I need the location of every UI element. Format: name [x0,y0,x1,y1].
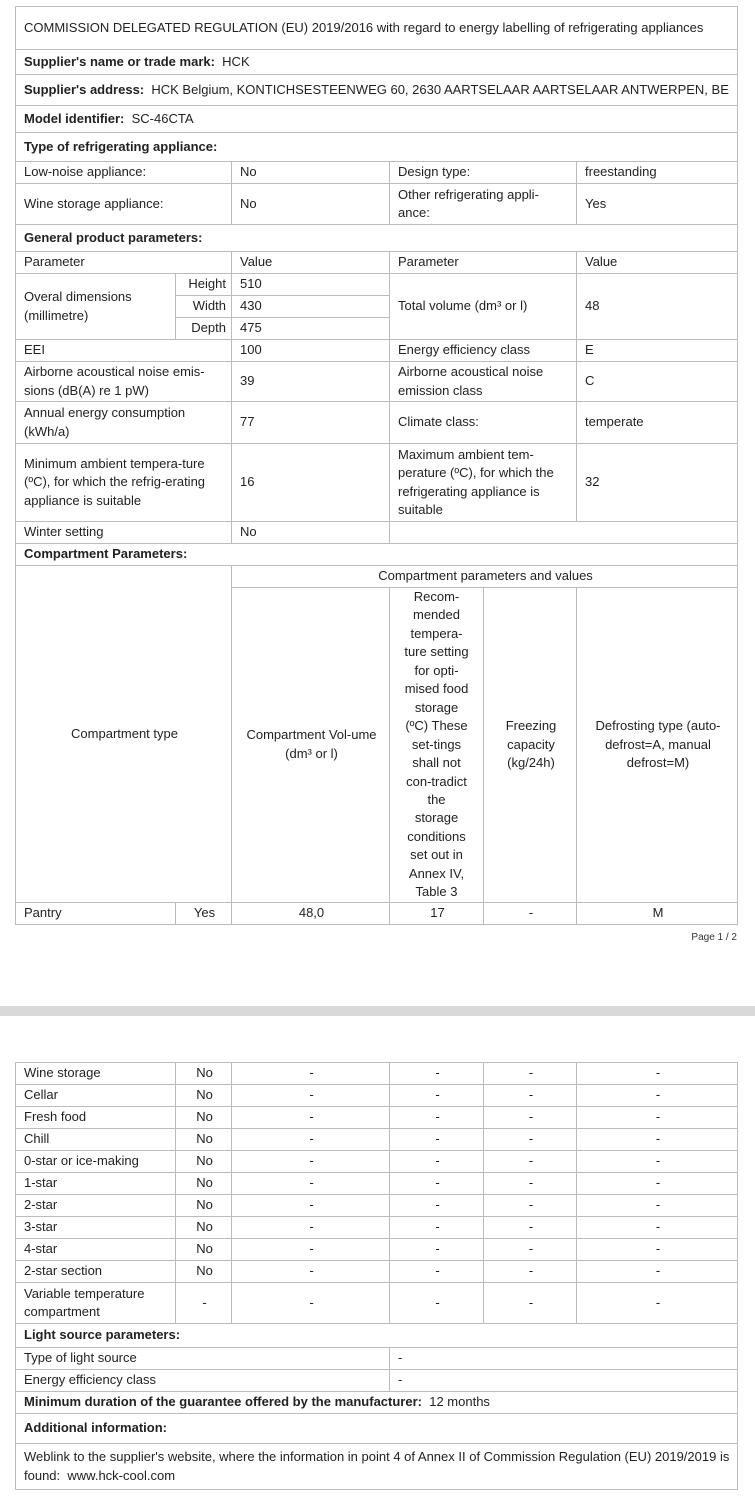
supplier-address: HCK Belgium, KONTICHSESTEENWEG 60, 2630 AARTSELAAR AARTSELAAR ANTWERPEN, BE [151,81,729,97]
guarantee-value: 12 months [429,1394,490,1410]
compartment-name: Variable temperature compartment [16,1283,176,1324]
table-row [16,1261,738,1283]
weblink-row [16,1444,738,1490]
table-row [16,1239,738,1261]
compartment-present: No [176,1261,232,1283]
compartment-temp: - [390,1085,484,1107]
compartment-name: 0-star or ice-making [16,1151,176,1173]
compartment-volume: - [232,1173,390,1195]
width-label: Width [176,296,232,318]
compartment-volume: - [232,1217,390,1239]
compartment-temp: - [390,1129,484,1151]
compartment-type-header: Compartment type [16,566,232,903]
model-row [16,106,738,133]
compartment-defrost: - [577,1085,738,1107]
design-type-value: freestanding [577,162,738,184]
page-number: Page 1 / 2 [691,932,737,943]
compartment-name: Pantry [16,902,176,924]
supplier-address-row [16,75,738,106]
compartment-volume: - [232,1283,390,1324]
table-row [16,1283,738,1324]
energy-label-table-page-2 [15,1062,738,1490]
compartment-name: 1-star [16,1173,176,1195]
compartment-present: - [176,1283,232,1324]
noise-class-label: Airborne acoustical noise emission class [390,362,577,402]
compartment-present: No [176,1129,232,1151]
compartment-freezing: - [484,1195,577,1217]
low-noise-value: No [232,162,390,184]
compartment-temp: - [390,1063,484,1085]
height-value: 510 [232,274,390,296]
winter-empty [390,522,738,544]
defrosting-type-header: Defrosting type (auto-defrost=A, manual defrost=M) [577,588,738,903]
eei-label: EEI [16,340,232,362]
type-heading: Type of refrigerating appliance: [16,133,738,162]
compartment-temp: - [390,1107,484,1129]
compartment-defrost: - [577,1063,738,1085]
table-row [16,1129,738,1151]
design-type-label: Design type: [390,162,577,184]
compartment-present: No [176,1173,232,1195]
compartment-volume: - [232,1261,390,1283]
low-noise-label: Low-noise appliance: [16,162,232,184]
total-volume-value: 48 [577,274,738,340]
compartment-rows [16,1063,738,1324]
page-separator [0,1006,755,1016]
compartment-freezing: - [484,1151,577,1173]
noise-emission-label: Airborne acoustical noise emis-sions (dB(A) re 1 pW) [16,362,232,402]
energy-class-value: E [577,340,738,362]
compartment-defrost: - [577,1261,738,1283]
compartment-temp: - [390,1151,484,1173]
other-appliance-label: Other refrigerating appli-ance: [390,184,577,225]
wine-storage-label: Wine storage appliance: [16,184,232,225]
compartment-present: No [176,1151,232,1173]
compartment-temp: - [390,1239,484,1261]
compartment-freezing: - [484,1283,577,1324]
model-label: Model identifier: [24,110,125,126]
compartment-present: No [176,1195,232,1217]
max-temp-label: Maximum ambient tem-perature (ºC), for which the refrigerating appliance is suitable [390,444,577,522]
recommended-temp-header: Recom-mended tempera-ture setting for opti-mised food storage (ºC) These set-tings shall not con-tradict the storage conditions set out in Annex IV, Table 3 [390,588,484,903]
supplier-address-label: Supplier's address: [24,81,145,97]
compartment-temp: - [390,1173,484,1195]
width-value: 430 [232,296,390,318]
guarantee-row [16,1392,738,1414]
compartment-present: No [176,1107,232,1129]
compartment-defrost: - [577,1129,738,1151]
total-volume-label: Total volume (dm³ or l) [390,274,577,340]
energy-label-table-page-1 [15,6,738,925]
compartment-freezing: - [484,1173,577,1195]
light-type-label: Type of light source [16,1348,390,1370]
compartment-freezing: - [484,1129,577,1151]
value-header-left: Value [232,252,390,274]
compartment-volume: - [232,1195,390,1217]
compartment-defrost: - [577,1195,738,1217]
freezing-capacity-header: Freezing capacity (kg/24h) [484,588,577,903]
compartment-volume-header: Compartment Vol-ume (dm³ or l) [232,588,390,903]
compartment-name: Cellar [16,1085,176,1107]
compartment-freezing: - [484,1239,577,1261]
dimensions-label: Overal dimensions (millimetre) [16,274,176,340]
compartment-volume: - [232,1085,390,1107]
param-header-right: Parameter [390,252,577,274]
param-header-left: Parameter [16,252,232,274]
compartment-defrost: - [577,1173,738,1195]
depth-label: Depth [176,318,232,340]
model-identifier: SC-46CTA [131,110,194,126]
compartment-volume: - [232,1239,390,1261]
compartment-defrost: - [577,1283,738,1324]
annual-energy-label: Annual energy consumption (kWh/a) [16,402,232,444]
table-row [16,1217,738,1239]
compartment-name: Chill [16,1129,176,1151]
climate-class-label: Climate class: [390,402,577,444]
min-temp-value: 16 [232,444,390,522]
climate-class-value: temperate [577,402,738,444]
supplier-name-row [16,50,738,75]
compartment-freezing: - [484,1085,577,1107]
annual-energy-value: 77 [232,402,390,444]
table-row [16,1151,738,1173]
eei-value: 100 [232,340,390,362]
compartment-temp: - [390,1283,484,1324]
wine-storage-value: No [232,184,390,225]
compartment-name: 2-star [16,1195,176,1217]
compartment-volume: 48,0 [232,902,390,924]
compartment-name: 4-star [16,1239,176,1261]
compartment-defrost: - [577,1217,738,1239]
light-type-value: - [390,1348,738,1370]
height-label: Height [176,274,232,296]
compartment-temp: - [390,1217,484,1239]
depth-value: 475 [232,318,390,340]
table-row [16,1085,738,1107]
energy-class-label: Energy efficiency class [390,340,577,362]
compartment-freezing: - [484,1107,577,1129]
regulation-title: COMMISSION DELEGATED REGULATION (EU) 2019/2016 with regard to energy labelling of refrigerating appliances [16,7,738,50]
compartment-name: 2-star section [16,1261,176,1283]
compartment-defrost: - [577,1239,738,1261]
noise-class-value: C [577,362,738,402]
compartment-heading: Compartment Parameters: [16,544,738,566]
other-appliance-value: Yes [577,184,738,225]
winter-setting-value: No [232,522,390,544]
compartment-volume: - [232,1129,390,1151]
compartment-defrost: - [577,1107,738,1129]
compartment-freezing: - [484,902,577,924]
supplier-name: HCK [222,53,250,69]
compartment-defrost: - [577,1151,738,1173]
noise-emission-value: 39 [232,362,390,402]
table-row [16,1107,738,1129]
compartment-present: No [176,1239,232,1261]
compartment-freezing: - [484,1261,577,1283]
guarantee-label: Minimum duration of the guarantee offered by the manufacturer: [24,1394,422,1410]
light-heading: Light source parameters: [16,1324,738,1348]
max-temp-value: 32 [577,444,738,522]
compartment-present: No [176,1063,232,1085]
additional-heading: Additional information: [16,1414,738,1444]
compartment-values-header: Compartment parameters and values [232,566,738,588]
compartment-present: Yes [176,902,232,924]
compartment-name: 3-star [16,1217,176,1239]
table-row [16,1173,738,1195]
min-temp-label: Minimum ambient tempera-ture (ºC), for which the refrig-erating appliance is suitable [16,444,232,522]
compartment-temp: - [390,1261,484,1283]
light-class-label: Energy efficiency class [16,1370,390,1392]
compartment-volume: - [232,1063,390,1085]
table-row [16,902,738,924]
compartment-volume: - [232,1107,390,1129]
weblink-url[interactable]: www.hck-cool.com [67,1467,176,1483]
table-row [16,1195,738,1217]
compartment-name: Fresh food [16,1107,176,1129]
compartment-temp: - [390,1195,484,1217]
compartment-defrost: M [577,902,738,924]
supplier-name-label: Supplier's name or trade mark: [24,53,215,69]
weblink-label: Weblink to the supplier's website, where the information in point 4 of Annex II of Commission Regulation (EU) 2019/2019 is found: [24,1449,730,1483]
compartment-freezing: - [484,1217,577,1239]
compartment-present: No [176,1217,232,1239]
compartment-name: Wine storage [16,1063,176,1085]
compartment-volume: - [232,1151,390,1173]
compartment-present: No [176,1085,232,1107]
table-row [16,1063,738,1085]
light-class-value: - [390,1370,738,1392]
value-header-right: Value [577,252,738,274]
general-heading: General product parameters: [16,225,738,252]
compartment-temp: 17 [390,902,484,924]
winter-setting-label: Winter setting [16,522,232,544]
compartment-freezing: - [484,1063,577,1085]
